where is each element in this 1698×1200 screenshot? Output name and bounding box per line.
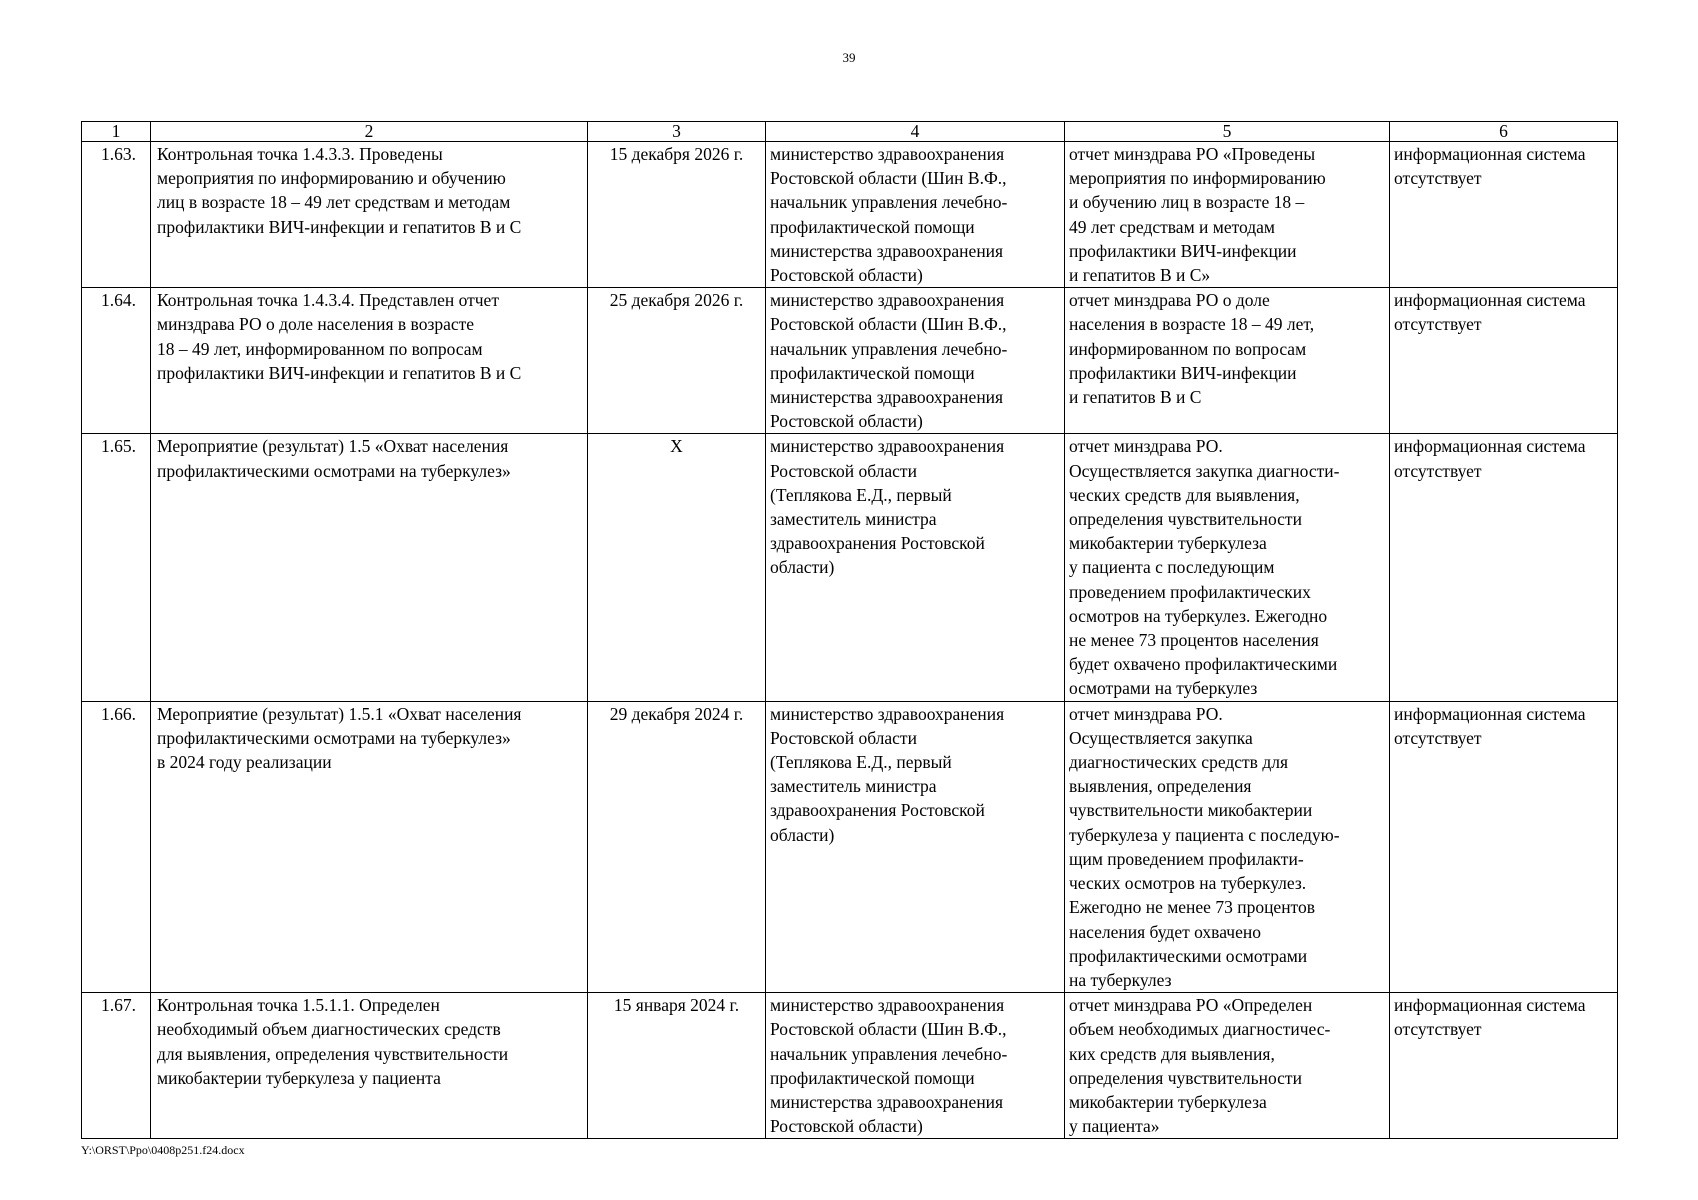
information-system-line: информационная система xyxy=(1394,703,1586,724)
responsible-executor-line: Ростовской области xyxy=(770,727,917,748)
responsible-executor-line: Ростовской области (Шин В.Ф., xyxy=(770,168,1007,189)
column-header-2: 2 xyxy=(151,122,588,142)
responsible-executor-line: заместитель министра xyxy=(770,776,937,797)
result-document-cell xyxy=(1065,701,1390,992)
table-row xyxy=(82,288,1618,434)
result-document-line: щим проведением профилакти- xyxy=(1069,848,1304,869)
event-name-cell xyxy=(151,701,588,992)
column-header-5: 5 xyxy=(1065,122,1390,142)
event-name-line: минздрава РО о доле населения в возрасте xyxy=(157,314,475,335)
responsible-executor-line: министерства здравоохранения xyxy=(770,1091,1004,1112)
deadline-date-cell xyxy=(588,993,766,1139)
information-system-cell xyxy=(1390,993,1618,1139)
responsible-executor-line: начальник управления лечебно- xyxy=(770,1043,1008,1064)
responsible-executor-line: профилактической помощи xyxy=(770,216,975,237)
information-system-line: информационная система xyxy=(1394,144,1586,164)
responsible-executor-line: Ростовской области xyxy=(770,460,917,481)
deadline-date-line: 29 декабря 2024 г. xyxy=(609,703,744,724)
event-name-line: лиц в возрасте 18 – 49 лет средствам и методам xyxy=(157,192,511,213)
row-number-cell: 1.63. xyxy=(82,142,151,288)
table-body xyxy=(82,142,1618,1139)
responsible-executor-line: министерства здравоохранения xyxy=(770,387,1004,408)
result-document-line: и гепатитов В и С» xyxy=(1069,265,1211,286)
responsible-executor-line: министерство здравоохранения xyxy=(770,290,1005,311)
table-row xyxy=(82,434,1618,701)
result-document-line: будет охвачено профилактическими xyxy=(1069,654,1338,675)
information-system-line: отсутствует xyxy=(1394,460,1482,481)
responsible-executor-line: Ростовской области (Шин В.Ф., xyxy=(770,1019,1007,1040)
result-document-line: выявления, определения xyxy=(1069,776,1252,797)
information-system-line: отсутствует xyxy=(1394,1019,1482,1040)
responsible-executor-line: области) xyxy=(770,824,835,845)
information-system-cell xyxy=(1390,434,1618,701)
result-document-line: не менее 73 процентов населения xyxy=(1069,630,1319,651)
page-number: 39 xyxy=(842,50,856,65)
event-name-line: Контрольная точка 1.4.3.3. Проведены xyxy=(157,144,443,164)
responsible-executor-line: (Теплякова Е.Д., первый xyxy=(770,484,952,505)
result-document-line: определения чувствительности xyxy=(1069,1067,1302,1088)
information-system-line: отсутствует xyxy=(1394,314,1482,335)
row-number-cell: 1.64. xyxy=(82,288,151,434)
responsible-executor-line: министерства здравоохранения xyxy=(770,240,1004,261)
result-document-line: проведением профилактических xyxy=(1069,581,1311,602)
row-number-cell: 1.67. xyxy=(82,993,151,1139)
row-number-cell: 1.65. xyxy=(82,434,151,701)
column-header-1: 1 xyxy=(82,122,151,142)
result-document-line: мероприятия по информированию xyxy=(1069,168,1326,189)
result-document-line: микобактерии туберкулеза xyxy=(1069,533,1267,554)
event-name-line: 18 – 49 лет, информированном по вопросам xyxy=(157,338,483,359)
event-name-line: в 2024 году реализации xyxy=(157,752,332,773)
responsible-executor-line: министерство здравоохранения xyxy=(770,703,1005,724)
result-document-line: ких средств для выявления, xyxy=(1069,1043,1275,1064)
result-document-line: определения чувствительности xyxy=(1069,509,1302,530)
responsible-executor-line: профилактической помощи xyxy=(770,1067,975,1088)
result-document-line: чувствительности микобактерии xyxy=(1069,800,1313,821)
result-document-line: микобактерии туберкулеза xyxy=(1069,1091,1267,1112)
information-system-line: информационная система xyxy=(1394,290,1586,311)
result-document-cell xyxy=(1065,142,1390,288)
responsible-executor-line: Ростовской области) xyxy=(770,1116,923,1137)
footer-file-path: Y:\ORST\Ppo\0408p251.f24.docx xyxy=(81,1143,245,1157)
responsible-executor-line: здравоохранения Ростовской xyxy=(770,800,985,821)
event-name-line: Контрольная точка 1.4.3.4. Представлен отчет xyxy=(157,290,499,311)
deadline-date-cell xyxy=(588,142,766,288)
responsible-executor-line: Ростовской области (Шин В.Ф., xyxy=(770,314,1007,335)
responsible-executor-line: министерство здравоохранения xyxy=(770,436,1005,457)
event-name-cell xyxy=(151,993,588,1139)
information-system-line: отсутствует xyxy=(1394,727,1482,748)
result-document-line: отчет минздрава РО «Проведены xyxy=(1069,144,1316,164)
deadline-date-cell xyxy=(588,701,766,992)
responsible-executor-cell xyxy=(766,701,1065,992)
responsible-executor-line: заместитель министра xyxy=(770,509,937,530)
deadline-date-line: Х xyxy=(670,436,683,457)
information-system-line: информационная система xyxy=(1394,436,1586,457)
responsible-executor-line: начальник управления лечебно- xyxy=(770,338,1008,359)
result-document-line: у пациента» xyxy=(1069,1116,1160,1137)
responsible-executor-line: министерство здравоохранения xyxy=(770,144,1005,164)
result-document-line: профилактики ВИЧ-инфекции xyxy=(1069,362,1297,383)
result-document-cell xyxy=(1065,288,1390,434)
event-name-line: мероприятия по информированию и обучению xyxy=(157,168,506,189)
event-name-line: необходимый объем диагностических средств xyxy=(157,1019,501,1040)
event-name-line: профилактики ВИЧ-инфекции и гепатитов В и С xyxy=(157,362,522,383)
result-document-line: профилактическими осмотрами xyxy=(1069,945,1308,966)
result-document-line: информированном по вопросам xyxy=(1069,338,1307,359)
event-name-cell xyxy=(151,142,588,288)
result-document-line: диагностических средств для xyxy=(1069,752,1289,773)
table-row xyxy=(82,701,1618,992)
event-name-line: для выявления, определения чувствительности xyxy=(157,1043,509,1064)
column-header-3: 3 xyxy=(588,122,766,142)
result-document-line: ческих средств для выявления, xyxy=(1069,484,1300,505)
result-document-line: ческих осмотров на туберкулез. xyxy=(1069,873,1307,894)
result-document-line: объем необходимых диагностичес- xyxy=(1069,1019,1331,1040)
information-system-cell xyxy=(1390,701,1618,992)
result-document-line: туберкулеза у пациента с последую- xyxy=(1069,824,1340,845)
table-row xyxy=(82,993,1618,1139)
result-document-line: Осуществляется закупка xyxy=(1069,727,1253,748)
table-row xyxy=(82,142,1618,288)
result-document-line: профилактики ВИЧ-инфекции xyxy=(1069,240,1297,261)
result-document-line: 49 лет средствам и методам xyxy=(1069,216,1276,237)
event-name-line: профилактики ВИЧ-инфекции и гепатитов В и С xyxy=(157,216,522,237)
event-name-line: Мероприятие (результат) 1.5 «Охват населения xyxy=(157,436,509,457)
responsible-executor-cell xyxy=(766,434,1065,701)
event-name-line: Контрольная точка 1.5.1.1. Определен xyxy=(157,995,440,1016)
result-document-cell xyxy=(1065,993,1390,1139)
responsible-executor-cell xyxy=(766,142,1065,288)
information-system-line: информационная система xyxy=(1394,995,1586,1016)
result-document-line: на туберкулез xyxy=(1069,969,1172,990)
responsible-executor-cell xyxy=(766,993,1065,1139)
responsible-executor-line: профилактической помощи xyxy=(770,362,975,383)
event-name-cell xyxy=(151,288,588,434)
event-name-cell xyxy=(151,434,588,701)
responsible-executor-line: здравоохранения Ростовской xyxy=(770,533,985,554)
deadline-date-line: 15 января 2024 г. xyxy=(613,995,740,1016)
responsible-executor-line: (Теплякова Е.Д., первый xyxy=(770,752,952,773)
event-name-line: Мероприятие (результат) 1.5.1 «Охват населения xyxy=(157,703,522,724)
result-document-cell xyxy=(1065,434,1390,701)
information-system-cell xyxy=(1390,288,1618,434)
event-name-line: профилактическими осмотрами на туберкулез» xyxy=(157,460,511,481)
result-document-line: отчет минздрава РО. xyxy=(1069,703,1223,724)
responsible-executor-line: области) xyxy=(770,557,835,578)
result-document-line: у пациента с последующим xyxy=(1069,557,1275,578)
result-document-line: отчет минздрава РО. xyxy=(1069,436,1223,457)
result-document-line: населения в возрасте 18 – 49 лет, xyxy=(1069,314,1315,335)
column-header-6: 6 xyxy=(1390,122,1618,142)
result-document-line: осмотров на туберкулез. Ежегодно xyxy=(1069,605,1328,626)
deadline-date-cell xyxy=(588,434,766,701)
deadline-date-line: 25 декабря 2026 г. xyxy=(609,290,744,311)
responsible-executor-line: министерство здравоохранения xyxy=(770,995,1005,1016)
result-document-line: и обучению лиц в возрасте 18 – xyxy=(1069,192,1305,213)
result-document-line: отчет минздрава РО о доле xyxy=(1069,290,1270,311)
result-document-line: и гепатитов В и С xyxy=(1069,387,1202,408)
deadline-date-cell xyxy=(588,288,766,434)
responsible-executor-line: начальник управления лечебно- xyxy=(770,192,1008,213)
result-document-line: населения будет охвачено xyxy=(1069,921,1261,942)
event-name-line: профилактическими осмотрами на туберкулез» xyxy=(157,727,511,748)
responsible-executor-cell xyxy=(766,288,1065,434)
deadline-date-line: 15 декабря 2026 г. xyxy=(609,144,744,164)
result-document-line: отчет минздрава РО «Определен xyxy=(1069,995,1313,1016)
event-name-line: микобактерии туберкулеза у пациента xyxy=(157,1067,441,1088)
result-document-line: Ежегодно не менее 73 процентов xyxy=(1069,897,1315,918)
result-document-line: Осуществляется закупка диагности- xyxy=(1069,460,1340,481)
row-number-cell: 1.66. xyxy=(82,701,151,992)
information-system-line: отсутствует xyxy=(1394,168,1482,189)
responsible-executor-line: Ростовской области) xyxy=(770,411,923,432)
result-document-line: осмотрами на туберкулез xyxy=(1069,678,1258,699)
header-row xyxy=(82,122,1618,142)
responsible-executor-line: Ростовской области) xyxy=(770,265,923,286)
column-header-4: 4 xyxy=(766,122,1065,142)
plan-table xyxy=(81,121,1618,1139)
information-system-cell xyxy=(1390,142,1618,288)
